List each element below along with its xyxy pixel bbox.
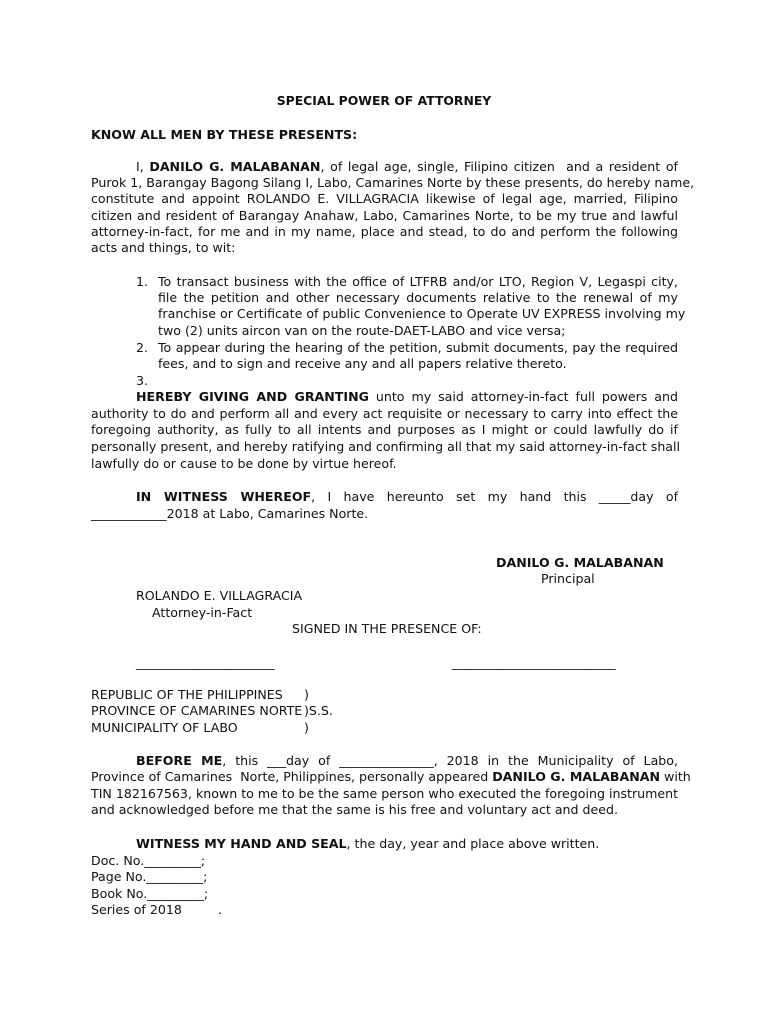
list-item-2-line-2: fees, and to sign and receive any and all papers relative thereto.: [158, 356, 567, 371]
attorney-role: Attorney-in-Fact: [152, 605, 253, 620]
venue-republic-paren: ): [304, 687, 309, 702]
signed-in-presence: SIGNED IN THE PRESENCE OF:: [292, 621, 482, 636]
notarial-page-no: Page No._________;: [91, 869, 208, 884]
venue-municipality-paren: ): [304, 720, 309, 735]
p4-line-2: Province of Camarines Norte, Philippines, personally appeared DANILO G. MALABANAN with: [91, 769, 691, 784]
notarial-doc-no: Doc. No._________;: [91, 853, 206, 868]
p1-line-1: I, DANILO G. MALABANAN, of legal age, single, Filipino citizen and a resident of: [136, 159, 678, 174]
venue-republic: REPUBLIC OF THE PHILIPPINES: [91, 687, 283, 702]
p4-line-1: BEFORE ME, this ___day of _______________, 2018 in the Municipality of Labo,: [136, 753, 678, 768]
p1-line-3: constitute and appoint ROLANDO E. VILLAGRACIA likewise of legal age, married, Filipino: [91, 191, 678, 206]
p2-line-4: personally present, and hereby ratifying and confirming all that my said attorney-in-fact shall: [91, 439, 681, 454]
venue-province: PROVINCE OF CAMARINES NORTE: [91, 703, 303, 718]
p2-line-2: authority to do and perform all and every act requisite or necessary to carry into effect the: [91, 406, 678, 421]
p5-line: WITNESS MY HAND AND SEAL, the day, year and place above written.: [136, 836, 600, 851]
document-title: SPECIAL POWER OF ATTORNEY: [276, 93, 492, 108]
p1-line-6: acts and things, to wit:: [91, 240, 236, 255]
witness-signature-line-2: __________________________: [452, 655, 616, 670]
list-number-3: 3.: [136, 373, 149, 388]
attorney-name: ROLANDO E. VILLAGRACIA: [136, 588, 303, 603]
list-number-1: 1.: [136, 274, 149, 289]
p1-line-4: citizen and resident of Barangay Anahaw, Labo, Camarines Norte, to be my true and lawful: [91, 208, 678, 223]
list-item-2-line-1: To appear during the hearing of the petition, submit documents, pay the required: [158, 340, 678, 355]
list-number-2: 2.: [136, 340, 149, 355]
witness-signature-line-1: ______________________: [136, 655, 275, 670]
p4-line-4: and acknowledged before me that the same is his free and voluntary act and deed.: [91, 802, 619, 817]
venue-municipality: MUNICIPALITY OF LABO: [91, 720, 238, 735]
notarial-book-no: Book No._________;: [91, 886, 209, 901]
venue-province-ss: )S.S.: [304, 703, 333, 718]
list-item-1-line-4: two (2) units aircon van on the route-DAET-LABO and vice versa;: [158, 323, 566, 338]
principal-name: DANILO G. MALABANAN: [496, 555, 664, 570]
list-item-1-line-1: To transact business with the office of LTFRB and/or LTO, Region V, Legaspi city,: [158, 274, 678, 289]
list-item-1-line-2: file the petition and other necessary documents relative to the renewal of my: [158, 290, 678, 305]
p1-line-5: attorney-in-fact, for me and in my name, place and stead, to do and perform the following: [91, 224, 678, 239]
notarial-series: Series of 2018 .: [91, 902, 222, 917]
p2-line-5: lawfully do or cause to be done by virtue hereof.: [91, 456, 397, 471]
p1-line-2: Purok 1, Barangay Bagong Silang I, Labo, Camarines Norte by these presents, do hereby name,: [91, 175, 695, 190]
p3-line-1: IN WITNESS WHEREOF, I have hereunto set my hand this _____day of: [136, 489, 678, 504]
list-item-1-line-3: franchise or Certificate of public Convenience to Operate UV EXPRESS involving my: [158, 306, 686, 321]
p3-line-2: ____________2018 at Labo, Camarines Norte.: [91, 506, 369, 521]
p2-line-1: HEREBY GIVING AND GRANTING unto my said attorney-in-fact full powers and: [136, 389, 678, 404]
principal-role: Principal: [541, 571, 595, 586]
intro-heading: KNOW ALL MEN BY THESE PRESENTS:: [91, 127, 358, 142]
p4-line-3: TIN 182167563, known to me to be the same person who executed the foregoing instrument: [91, 786, 679, 801]
p2-line-3: foregoing authority, as fully to all intents and purposes as I might or could lawfully do if: [91, 422, 678, 437]
